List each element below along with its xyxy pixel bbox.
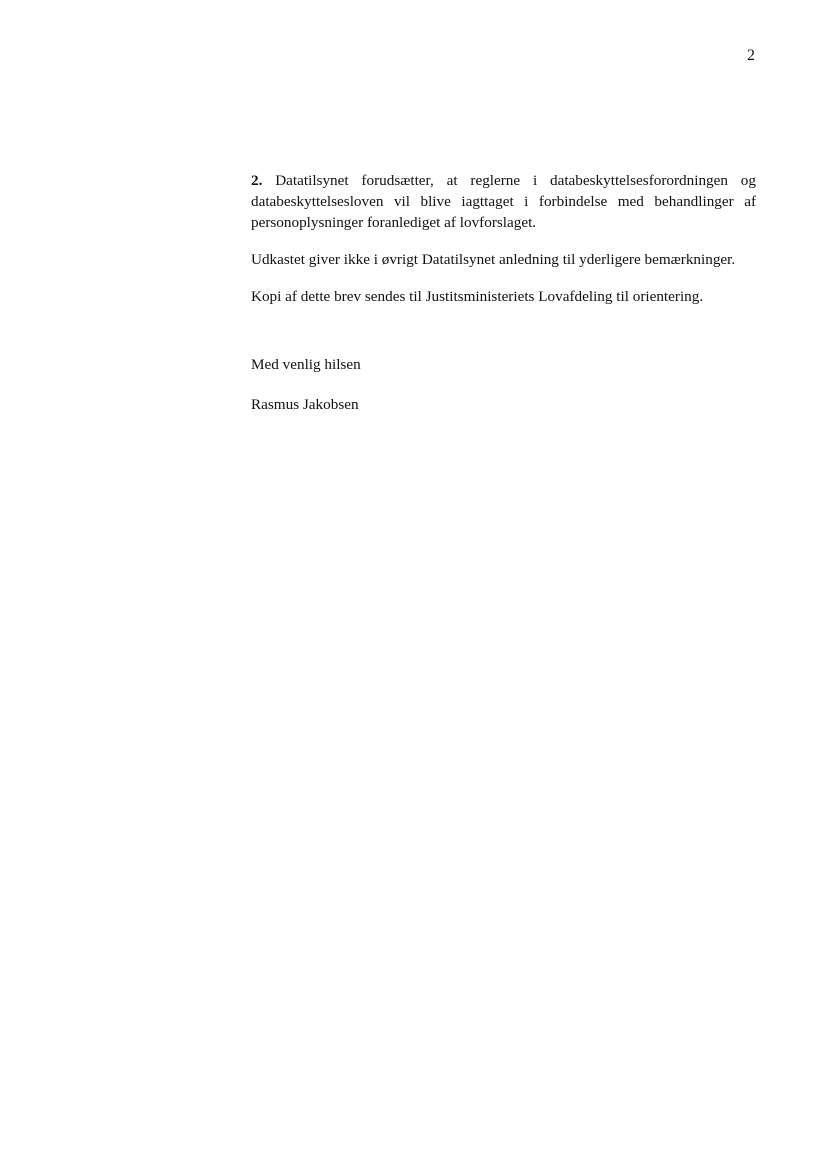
paragraph-no-further-remarks: Udkastet giver ikke i øvrigt Datatilsynet anledning til yderligere bemærkninger.	[251, 251, 736, 268]
paragraph-number: 2.	[251, 172, 263, 189]
letter-body	[251, 170, 756, 323]
paragraph-2-text: Datatilsynet forudsætter, at reglerne i databeskyttelsesforordningen og databeskyttelsesloven vil blive iagttaget i forbindelse med behandlinger af personoplysninger foranlediget af lovforslaget.	[251, 172, 756, 231]
paragraph-2	[251, 170, 756, 233]
page-number: 2	[747, 47, 755, 64]
closing-greeting: Med venlig hilsen	[251, 356, 361, 373]
paragraph-copy-notice: Kopi af dette brev sendes til Justitsministeriets Lovafdeling til orientering.	[251, 288, 704, 305]
signatory-name: Rasmus Jakobsen	[251, 396, 359, 413]
